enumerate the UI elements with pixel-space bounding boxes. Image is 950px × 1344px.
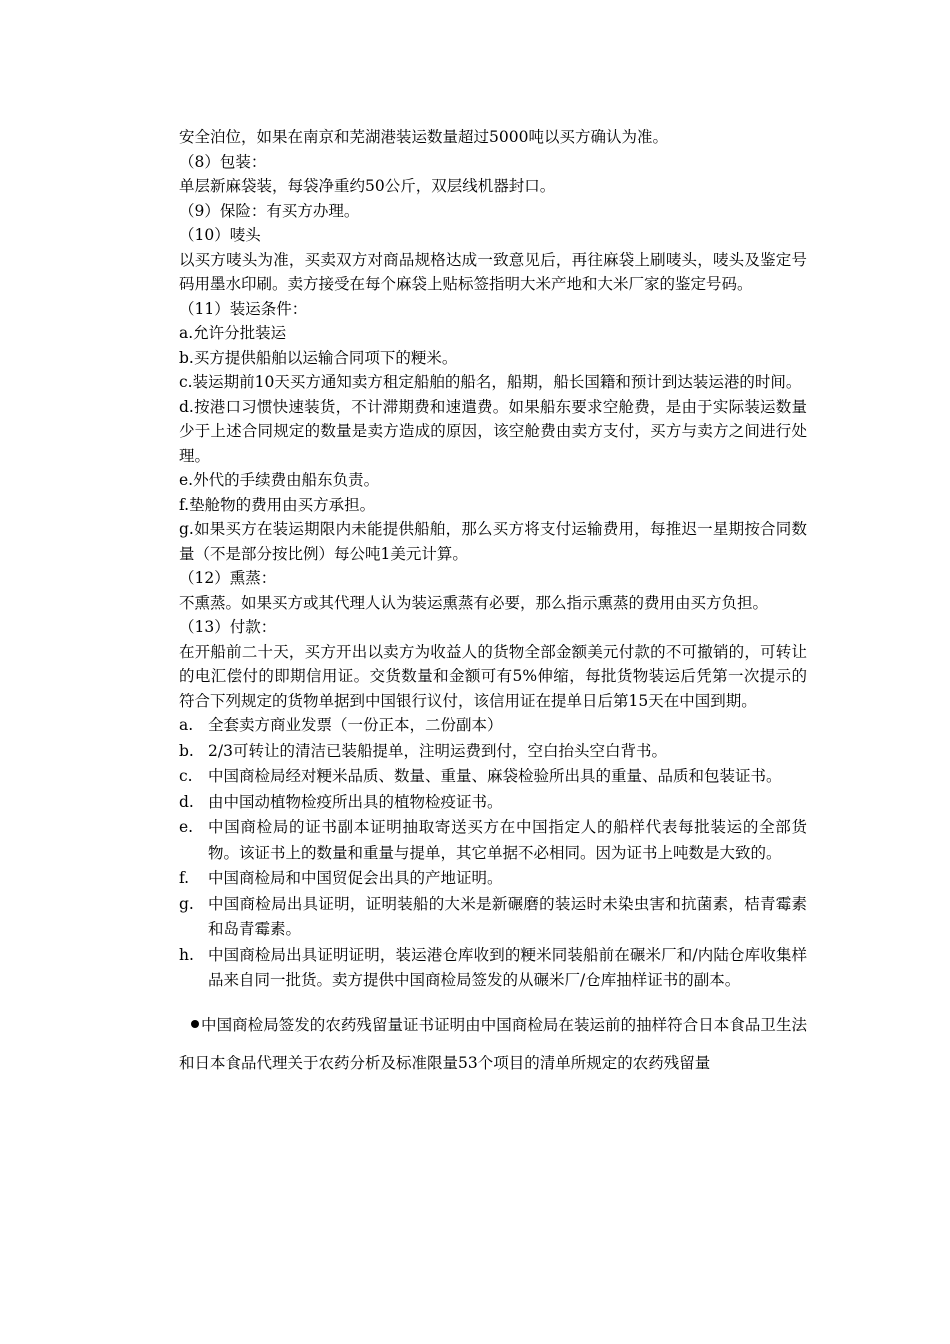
section-11-heading: （11）装运条件： [179, 299, 308, 318]
shipment-term-f: f.垫舱物的费用由买方承担。 [179, 495, 376, 514]
payment-paragraph: 在开船前二十天，买方开出以卖方为收益人的货物全部金额美元付款的不可撤销的，可转让的电汇偿付的即期信用证。交货数量和金额可有5%伸缩，每批货物装运后凭第一次提示的符合下列规定的货物单据到中国银行议付，该信用证在提单日后第15天在中国到期。 [179, 642, 807, 710]
list-item [179, 713, 807, 739]
pesticide-residue-paragraph [179, 1006, 807, 1082]
list-item [179, 790, 807, 816]
document-body [179, 125, 807, 1082]
pesticide-residue-text: 中国商检局签发的农药残留量证书证明由中国商检局在装运前的抽样符合日本食品卫生法和日本食品代理关于农药分析及标准限量53个项目的清单所规定的农药残留量 [179, 1015, 807, 1072]
shipment-term-d: d.按港口习惯快速装货，不计滞期费和速遣费。如果船东要求空舱费，是由于实际装运数量少于上述合同规定的数量是卖方造成的原因，该空舱费由卖方支付，买方与卖方之间进行处理。 [179, 397, 807, 465]
shipment-term-b: b.买方提供船舶以运输合同项下的粳米。 [179, 348, 458, 367]
section-13-heading: （13）付款： [179, 618, 277, 636]
list-item [179, 815, 807, 866]
section-9-heading: （9）保险：有买方办理。 [179, 201, 360, 220]
list-marker: h. [179, 945, 194, 964]
list-item-text: 中国商检局出具证明证明，装运港仓库收到的粳米同装船前在碾米厂和/内陆仓库收集样品来自同一批货。卖方提供中国商检局签发的从碾米厂/仓库抽样证书的副本。 [208, 945, 807, 989]
berth-paragraph: 安全泊位，如果在南京和芜湖港装运数量超过5000吨以买方确认为准。 [179, 128, 668, 146]
bullet-icon [191, 1020, 199, 1028]
list-marker: e. [179, 818, 194, 836]
list-item [179, 739, 807, 765]
shipment-term-e: e.外代的手续费由船东负责。 [179, 471, 380, 489]
shipment-term-a: a.允许分批装运 [179, 324, 287, 342]
section-8-heading: （8）包装： [179, 152, 267, 171]
list-item-text: 中国商检局的证书副本证明抽取寄送买方在中国指定人的船样代表每批装运的全部货物。该证书上的数量和重量与提单，其它单据不必相同。因为证书上吨数是大致的。 [208, 818, 807, 862]
list-item [179, 943, 807, 994]
documents-list [179, 713, 807, 994]
list-item-text: 由中国动植物检疫所出具的植物检疫证书。 [208, 792, 503, 811]
list-item-text: 全套卖方商业发票（一份正本，二份副本） [208, 716, 503, 734]
shipment-term-c: c.装运期前10天买方通知卖方租定船舶的船名，船期，船长国籍和预计到达装运港的时间。 [179, 373, 802, 391]
list-marker: d. [179, 792, 194, 811]
marks-paragraph: 以买方唛头为准，买卖双方对商品规格达成一致意见后，再往麻袋上刷唛头，唛头及鉴定号码用墨水印刷。卖方接受在每个麻袋上贴标签指明大米产地和大米厂家的鉴定号码。 [179, 250, 807, 293]
list-marker: c. [179, 767, 193, 785]
list-item [179, 892, 807, 943]
list-item-text: 中国商检局经对粳米品质、数量、重量、麻袋检验所出具的重量、品质和包装证书。 [208, 767, 782, 785]
list-marker: a. [179, 716, 194, 734]
section-12-heading: （12）熏蒸： [179, 569, 277, 587]
list-item [179, 764, 807, 790]
list-marker: g. [179, 894, 194, 913]
list-item-text: 中国商检局出具证明，证明装船的大米是新碾磨的装运时未染虫害和抗菌素，桔青霉素和岛青霉素。 [208, 894, 807, 938]
list-item-text: 中国商检局和中国贸促会出具的产地证明。 [208, 869, 503, 887]
list-item-text: 2/3可转让的清洁已装船提单，注明运费到付，空白抬头空白背书。 [208, 741, 667, 760]
list-marker: f. [179, 869, 190, 887]
shipment-term-g: g.如果买方在装运期限内未能提供船舶，那么买方将支付运输费用，每推迟一星期按合同数量（不是部分按比例）每公吨1美元计算。 [179, 520, 807, 563]
list-marker: b. [179, 741, 194, 760]
list-item [179, 866, 807, 892]
fumigation-paragraph: 不熏蒸。如果买方或其代理人认为装运熏蒸有必要，那么指示熏蒸的费用由买方负担。 [179, 593, 769, 612]
section-10-heading: （10）唛头 [179, 226, 261, 244]
packing-paragraph: 单层新麻袋装，每袋净重约50公斤，双层线机器封口。 [179, 177, 556, 195]
